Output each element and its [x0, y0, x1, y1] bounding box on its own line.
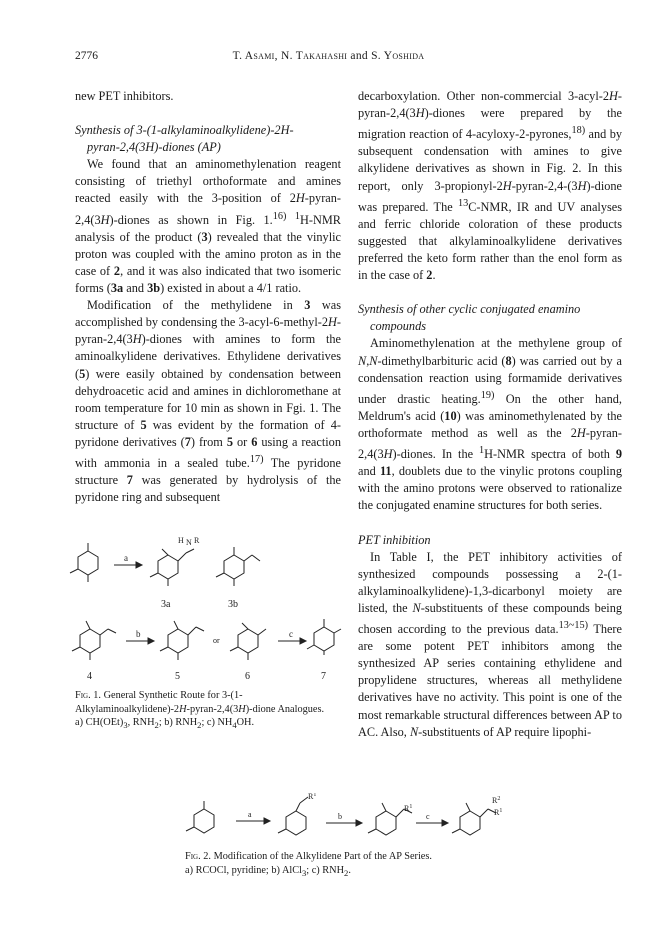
label-or: or — [213, 636, 220, 645]
label-6: 6 — [245, 671, 250, 682]
paragraph: In Table I, the PET inhibitory activities of synthesized compounds possessing a 2-(1-alkylaminoalkylidene)-1,3-dicarbonyl moiety are listed, the N-substituents of these compounds being chosen according to the previous data.$^{13\sim 15)}$ There are some potent PET inhibitors among the synthesized AP series containing ethylidene and propylidene structures, whereas all methylidene derivatives have no activity. This point is one of the most remarkable structural differences between AP to AC. Also, N-substituents of AP require lipophi- — [358, 549, 622, 739]
label-r1: $R^1$ — [494, 808, 503, 817]
compound-6-structure — [230, 623, 266, 660]
figure-1-label: Fig. 1. — [75, 690, 101, 701]
page-number: 2776 — [75, 50, 98, 62]
pyranone-structure — [70, 543, 98, 582]
paragraph: We found that an aminomethylenation reagent consisting of triethyl orthoformate and amines reacted easily with the 3-position of 2H-pyran-2,4(3H)-diones as shown in Fig. 1.$^{16)}$ $^1$H-NMR analysis of the product (3) revealed that the vinylic proton was coupled with the amino proton as in the case of 2, and it was also indicated that two isomeric forms (3a and 3b) existed in about a 4/1 ratio. — [75, 157, 341, 296]
figure-1-caption-text: General Synthetic Route for 3-(1-Alkylaminoalkylidene)-2H-pyran-2,4(3H)-dione Analogues. — [75, 690, 325, 715]
aminoalkylidene-structure — [452, 803, 496, 835]
acyloxy-pyrone-structure — [278, 797, 308, 835]
label-r2: $R^2$ — [492, 796, 501, 805]
compound-4-structure — [72, 621, 116, 660]
left-column — [75, 88, 341, 506]
label-5: 5 — [175, 671, 180, 682]
figure-2-scheme — [180, 793, 510, 845]
section-heading-pet: PET inhibition — [358, 532, 431, 547]
paragraph: decarboxylation. Other non-commercial 3-acyl-2H-pyran-2,4(3H)-diones were prepared by the migration reaction of 4-acyloxy-2-pyrones,$^{18)}$ and by subsequent condensation with amines to give alkylidene derivatives as shown in Fig. 2. In this report, only 3-propionyl-2H-pyran-2,4-(3H)-dione was prepared. The $^{13}$C-NMR, IR and UV analyses and ferric chloride coloration of these products suggested that alkylaminoalkylidene derivatives preferred the keto form rather than the enol form as in the case of 2. — [358, 89, 622, 283]
figure-2-caption-text: Modification of the Alkylidene Part of the AP Series. — [213, 851, 432, 862]
label-a: a — [124, 553, 128, 563]
label-b: b — [338, 812, 342, 821]
figure-2-label: Fig. 2. — [185, 851, 211, 862]
label-h: H — [178, 536, 184, 545]
figure-1-scheme — [68, 535, 344, 685]
label-7: 7 — [321, 671, 326, 682]
label-r1: $R^1$ — [308, 793, 317, 801]
label-n: N — [186, 538, 192, 547]
figure-1-caption — [75, 689, 343, 733]
label-b: b — [136, 629, 141, 639]
figure-1-reagents: a) $CH(OEt)_3$, $RNH_2$; b) $RNH_2$; c) $NH_4OH$. — [75, 717, 255, 731]
continued-text: new PET inhibitors. — [75, 89, 174, 103]
compound-3a-structure — [150, 549, 194, 586]
running-authors: T. Asami, N. Takahashi and S. Yoshida — [232, 50, 425, 62]
label-a: a — [248, 810, 252, 819]
label-r1: $R^1$ — [404, 804, 413, 813]
paragraph: Modification of the methylidene in 3 was accomplished by condensing the 3-acyl-6-methyl-2H-pyran-2,4(3H)-diones with amines to form the aminoalkylidene derivatives. Ethylidene derivatives (5) were easily obtained by condensation between dehydroacetic acid and amines in dichloromethane at room temperature for 10 min as shown in Fgi. 1. The structure of 5 was evident by the formation of 4-pyridone derivatives (7) from 5 or 6 using a reaction with ammonia in a sealed tube.$^{17)}$ The pyridone structure 7 was generated by hydrolysis of the pyridone ring and subsequent — [75, 298, 341, 505]
label-c: c — [289, 629, 293, 639]
label-4: 4 — [87, 671, 92, 682]
section-heading-ap-synthesis: Synthesis of 3-(1-alkylaminoalkylidene)-2H- pyran-2,4(3H)-diones (AP) — [75, 123, 294, 155]
figure-2-caption — [185, 850, 585, 880]
running-header — [0, 50, 657, 66]
compound-3b-structure — [216, 547, 260, 586]
pyranone-structure — [186, 801, 214, 833]
label-3a: 3a — [161, 599, 171, 610]
section-heading-enamino: Synthesis of other cyclic conjugated enamino compounds — [358, 302, 581, 334]
right-column — [358, 88, 622, 741]
label-c: c — [426, 812, 430, 821]
compound-5-structure — [160, 621, 204, 660]
figure-2-reagents: a) RCOCl, pyridine; b) AlCl$_3$; c) $RNH_2$. — [185, 865, 351, 879]
label-3b: 3b — [228, 599, 238, 610]
label-r: R — [194, 536, 200, 545]
paragraph: Aminomethylenation at the methylene group of N,N-dimethylbarbituric acid (8) was carried out by a condensation reaction using formamide derivatives under drastic heating.$^{19)}$ On the other hand, Meldrum's acid (10) was aminomethylenated by the orthoformate method as well as the 2H-pyran-2,4(3H)-diones. In the $^1$H-NMR spectra of both 9 and 11, doublets due to the vinylic protons coupling with the amino protons were observed to rationalize the conjugated enamine structures for both series. — [358, 336, 623, 513]
compound-7-structure — [307, 619, 341, 655]
